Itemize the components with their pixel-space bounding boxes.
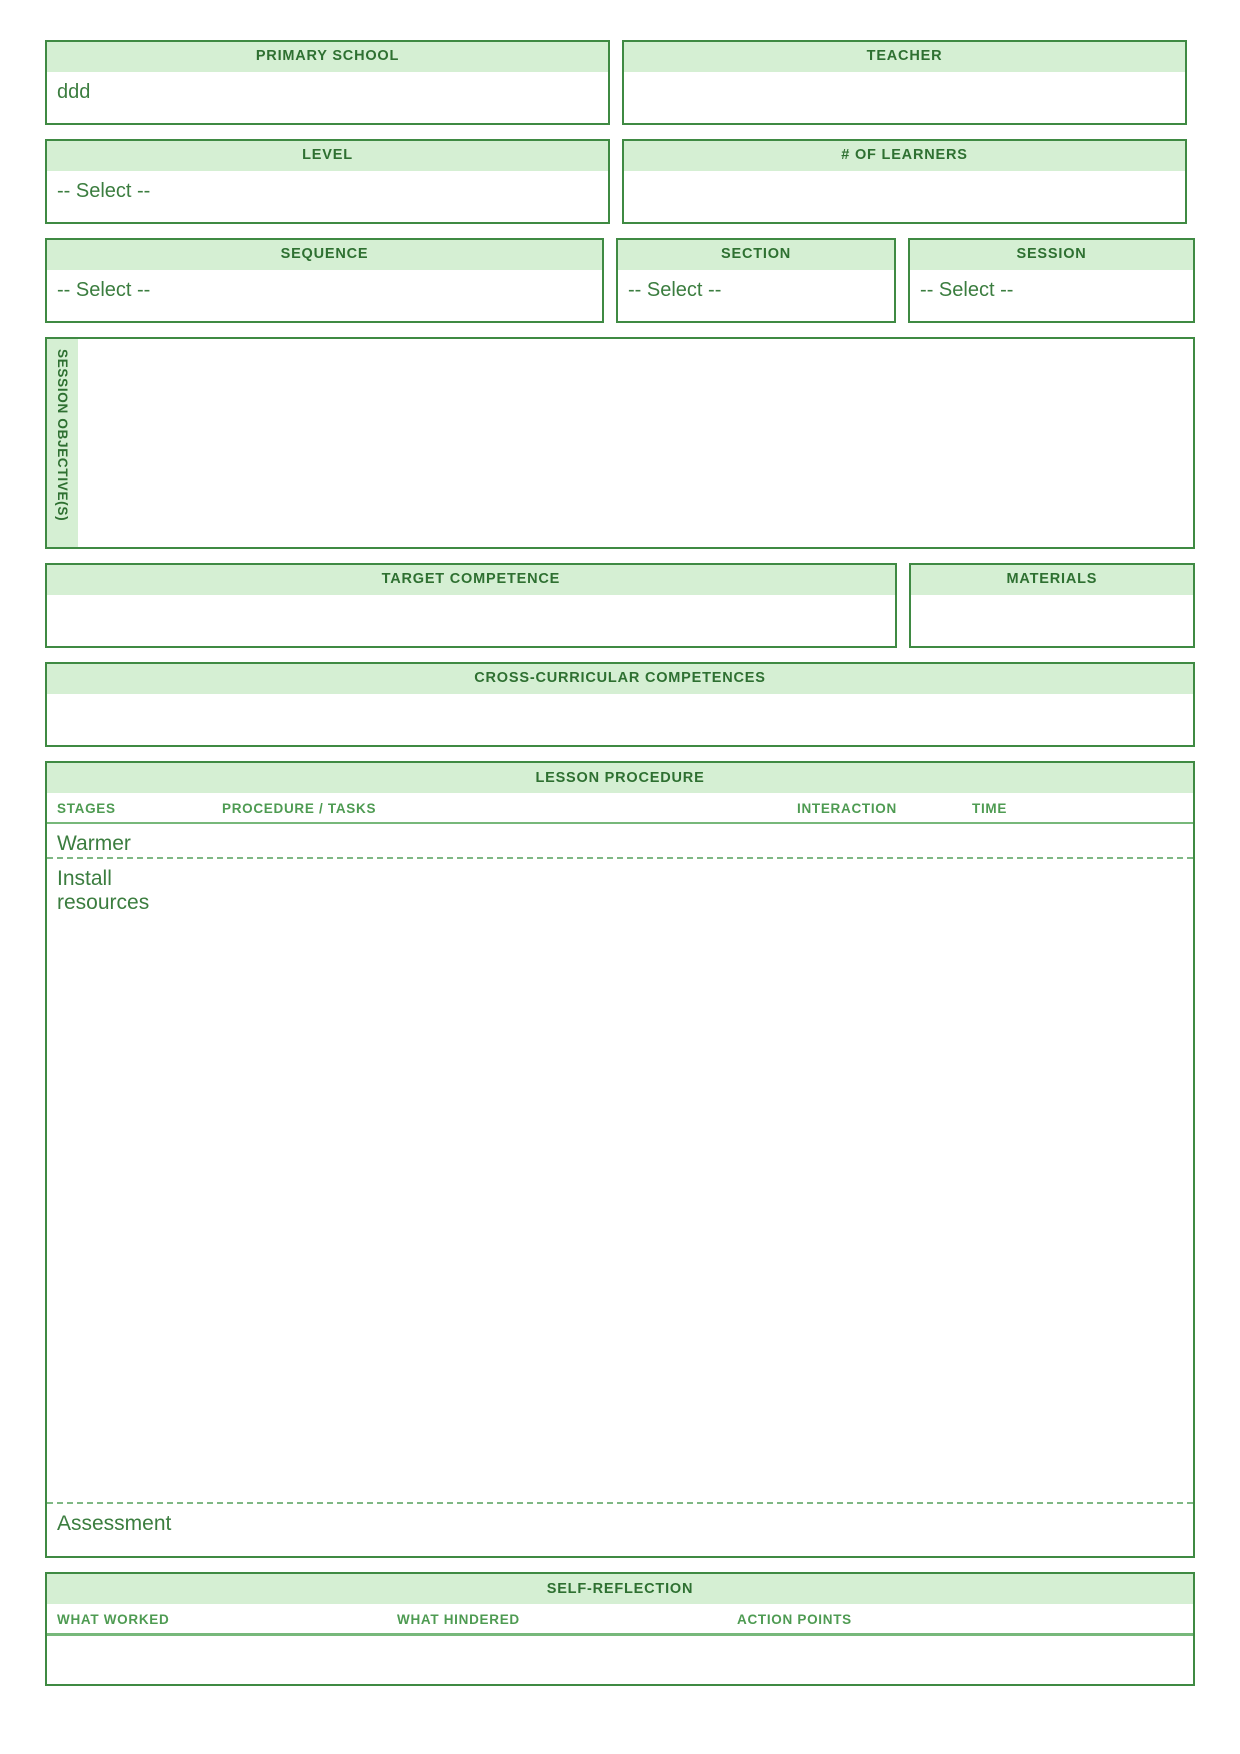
- field-input-target-competence[interactable]: [47, 595, 895, 646]
- stage-label-install-resources-line1: Install: [57, 866, 112, 890]
- column-header-action-points: ACTION POINTS: [737, 1611, 852, 1627]
- field-sequence[interactable]: [45, 238, 604, 323]
- field-select-section[interactable]: -- Select --: [628, 278, 722, 301]
- stage-label-warmer: Warmer: [57, 831, 131, 855]
- field-materials[interactable]: [909, 563, 1195, 648]
- field-label-number-of-learners: # OF LEARNERS: [624, 141, 1185, 171]
- column-header-what-worked: WHAT WORKED: [57, 1611, 170, 1627]
- self-reflection-input-row[interactable]: [47, 1636, 1193, 1684]
- stage-row-warmer[interactable]: [47, 824, 1193, 859]
- field-label-level: LEVEL: [47, 141, 608, 171]
- field-input-cross-curricular-competences[interactable]: [47, 694, 1193, 745]
- stage-tasks-warmer[interactable]: [222, 824, 1193, 857]
- column-header-stages: STAGES: [57, 800, 116, 816]
- row-school-teacher: [45, 40, 1195, 125]
- row-cross-curricular: [45, 662, 1195, 747]
- stage-tasks-install-resources[interactable]: [222, 859, 1193, 1502]
- field-select-session[interactable]: -- Select --: [920, 278, 1014, 301]
- field-label-sequence: SEQUENCE: [47, 240, 602, 270]
- field-label-session-objectives: [47, 339, 78, 547]
- stage-row-assessment[interactable]: [47, 1504, 1193, 1556]
- field-session[interactable]: [908, 238, 1195, 323]
- field-input-number-of-learners[interactable]: [624, 171, 1185, 222]
- lesson-procedure-title: LESSON PROCEDURE: [47, 763, 1193, 793]
- field-label-session: SESSION: [910, 240, 1193, 270]
- field-teacher[interactable]: [622, 40, 1187, 125]
- row-target-materials: [45, 563, 1195, 648]
- field-cross-curricular-competences[interactable]: [45, 662, 1195, 747]
- lesson-procedure-column-headers: [47, 793, 1193, 824]
- row-sequence-section-session: [45, 238, 1195, 323]
- column-header-interaction: INTERACTION: [797, 800, 897, 816]
- field-select-sequence[interactable]: -- Select --: [57, 278, 151, 301]
- field-target-competence[interactable]: [45, 563, 897, 648]
- column-header-time: TIME: [972, 800, 1008, 816]
- field-label-materials: MATERIALS: [911, 565, 1193, 595]
- field-input-primary-school[interactable]: ddd: [57, 80, 91, 103]
- field-section[interactable]: [616, 238, 896, 323]
- field-session-objectives[interactable]: [45, 337, 1195, 549]
- row-level-learners: [45, 139, 1195, 224]
- field-label-target-competence: TARGET COMPETENCE: [47, 565, 895, 595]
- field-level[interactable]: [45, 139, 610, 224]
- section-self-reflection: [45, 1572, 1195, 1686]
- self-reflection-column-headers: [47, 1604, 1193, 1636]
- stage-label-install-resources: [47, 859, 222, 1502]
- stage-tasks-assessment[interactable]: [222, 1504, 1193, 1556]
- column-header-procedure-tasks: PROCEDURE / TASKS: [222, 800, 377, 816]
- stage-label-assessment: Assessment: [57, 1511, 172, 1535]
- field-label-cross-curricular-competences: CROSS-CURRICULAR COMPETENCES: [47, 664, 1193, 694]
- stage-label-install-resources-line2: resources: [57, 891, 150, 915]
- field-label-primary-school: PRIMARY SCHOOL: [47, 42, 608, 72]
- stage-row-install-resources[interactable]: [47, 859, 1193, 1504]
- field-select-level[interactable]: -- Select --: [57, 179, 151, 202]
- field-input-materials[interactable]: [911, 595, 1193, 646]
- field-input-session-objectives[interactable]: [78, 339, 1193, 547]
- field-number-of-learners[interactable]: [622, 139, 1187, 224]
- column-header-what-hindered: WHAT HINDERED: [397, 1611, 520, 1627]
- field-label-section: SECTION: [618, 240, 894, 270]
- self-reflection-title: SELF-REFLECTION: [47, 1574, 1193, 1604]
- section-lesson-procedure: [45, 761, 1195, 1558]
- field-input-teacher[interactable]: [624, 72, 1185, 123]
- field-label-teacher: TEACHER: [624, 42, 1185, 72]
- field-label-session-objectives-text: SESSION OBJECTIVE(S): [55, 348, 70, 522]
- field-primary-school[interactable]: [45, 40, 610, 125]
